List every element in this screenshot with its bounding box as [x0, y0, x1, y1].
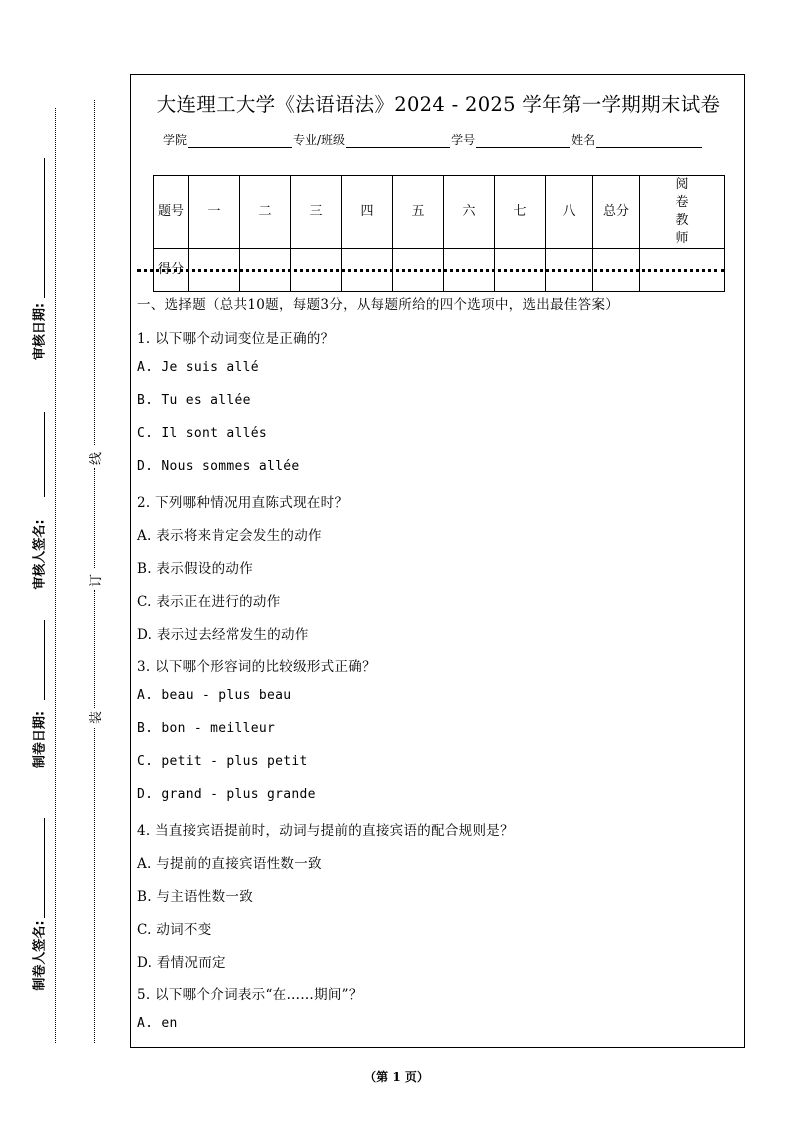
page-footer: （第 1 页） [364, 1070, 429, 1084]
q3-option-d: D. grand - plus grande [137, 787, 316, 802]
question-3: 3. 以下哪个形容词的比较级形式正确？ [137, 659, 376, 675]
score-table-header-row [154, 176, 725, 249]
q3-option-c: C. petit - plus petit [137, 754, 308, 769]
q1-option-b: B. Tu es allée [137, 393, 251, 408]
inner-dotted-line-3 [94, 590, 95, 708]
inner-dotted-line-1 [94, 100, 95, 445]
name-label: 姓名 [571, 133, 596, 147]
question-2: 2. 下列哪种情况用直陈式现在时？ [137, 495, 349, 511]
q2-option-b: B. 表示假设的动作 [137, 561, 254, 577]
q5-option-a: A. en [137, 1016, 178, 1031]
maker-sign-label: 制卷人签名: [32, 920, 48, 991]
col-2: 二 [240, 176, 291, 249]
col-7: 七 [495, 176, 546, 249]
q4-option-a: A. 与提前的直接宾语性数一致 [137, 856, 322, 872]
make-date-underline [44, 620, 45, 700]
q1-option-a: A. Je suis allé [137, 360, 259, 375]
q2-option-d: D. 表示过去经常发生的动作 [137, 627, 309, 643]
exam-title: 大连理工大学《法语语法》2024 - 2025 学年第一学期期末试卷 [156, 93, 721, 116]
review-date-underline [44, 158, 45, 298]
col-3: 三 [291, 176, 342, 249]
binding-char-line: 线 [89, 451, 105, 466]
reviewer-sign-label: 审核人签名: [32, 519, 48, 590]
student-id-field[interactable] [476, 135, 570, 148]
score-table [153, 175, 725, 292]
dotted-separator [137, 269, 725, 272]
student-info-row [163, 131, 703, 148]
col-8: 八 [546, 176, 593, 249]
binding-char-order: 订 [89, 573, 105, 588]
col-4: 四 [342, 176, 393, 249]
major-field[interactable] [346, 135, 450, 148]
review-date-label: 审核日期: [32, 302, 48, 361]
student-id-label: 学号 [451, 133, 476, 147]
question-4: 4. 当直接宾语提前时，动词与提前的直接宾语的配合规则是？ [137, 823, 514, 839]
exam-frame [130, 74, 745, 1048]
q1-option-d: D. Nous sommes allée [137, 459, 300, 474]
col-6: 六 [444, 176, 495, 249]
q4-option-d: D. 看情况而定 [137, 955, 226, 971]
q4-option-b: B. 与主语性数一致 [137, 889, 254, 905]
section-heading: 一、选择题（总共10题，每题3分，从每题所给的四个选项中，选出最佳答案） [137, 297, 620, 313]
binding-char-bind: 装 [89, 710, 105, 725]
college-field[interactable] [188, 135, 292, 148]
inner-dotted-line-4 [94, 728, 95, 1043]
col-total: 总分 [593, 176, 640, 249]
q2-option-a: A. 表示将来肯定会发生的动作 [137, 528, 322, 544]
outer-dotted-line [55, 108, 56, 1043]
score-row-header: 得分 [154, 249, 189, 292]
inner-dotted-line-2 [94, 468, 95, 568]
make-date-label: 制卷日期: [32, 710, 48, 769]
question-number-header: 题号 [154, 176, 189, 249]
maker-sign-underline [44, 818, 45, 918]
major-label: 专业/班级 [293, 133, 346, 147]
name-field[interactable] [596, 135, 702, 148]
col-5: 五 [393, 176, 444, 249]
reviewer-sign-underline [44, 412, 45, 497]
question-1: 1. 以下哪个动词变位是正确的？ [137, 331, 335, 347]
q3-option-a: A. beau - plus beau [137, 688, 292, 703]
q2-option-c: C. 表示正在进行的动作 [137, 594, 281, 610]
college-label: 学院 [163, 133, 188, 147]
q1-option-c: C. Il sont allés [137, 426, 268, 441]
q3-option-b: B. bon - meilleur [137, 721, 276, 736]
col-1: 一 [189, 176, 240, 249]
reviewer-header: 阅卷教师 [640, 176, 725, 249]
q4-option-c: C. 动词不变 [137, 922, 212, 938]
question-5: 5. 以下哪个介词表示“在……期间”？ [137, 987, 363, 1003]
